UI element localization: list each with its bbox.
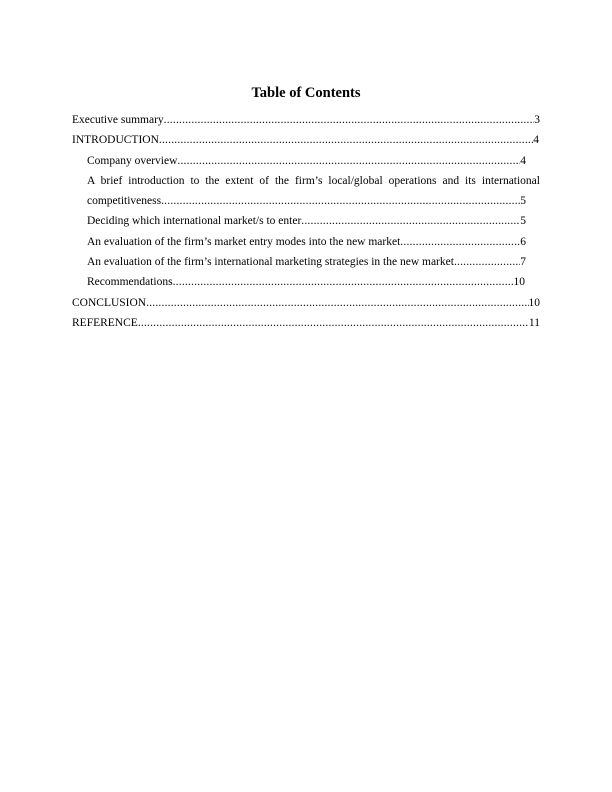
toc-entry-text: An evaluation of the firm’s market entry modes into the new market xyxy=(87,235,401,248)
toc-page-number: 4 xyxy=(533,134,539,147)
toc-page-number: 10 xyxy=(528,296,540,309)
toc-page-number: 5 xyxy=(520,215,526,228)
toc-entry-marketing-strategies[interactable] xyxy=(72,255,540,275)
toc-entry-text: Company overview xyxy=(87,154,178,167)
toc-entry-text: Executive summary xyxy=(72,114,164,126)
toc-entry-market-entry-modes[interactable] xyxy=(72,235,540,255)
toc-entry-text: An evaluation of the firm’s international marketing strategies in the new market xyxy=(87,256,454,269)
toc-leader-dots xyxy=(146,296,528,310)
toc-page-number: 10 xyxy=(513,276,525,289)
toc-leader-dots xyxy=(301,214,520,228)
toc-page-number: 5 xyxy=(520,195,526,208)
toc-leader-dots xyxy=(138,316,529,330)
toc-entry-text: CONCLUSION xyxy=(72,296,147,309)
toc-page-number: 7 xyxy=(520,256,526,269)
toc-entry-company-overview[interactable] xyxy=(72,154,540,174)
toc-entry-text: INTRODUCTION xyxy=(72,134,159,147)
toc-entry-firm-operations-line1[interactable]: A brief introduction to the extent of the firm’s local/global operations and its international xyxy=(87,174,540,187)
toc-leader-dots xyxy=(400,235,520,249)
toc-title: Table of Contents xyxy=(251,85,361,101)
table-of-contents xyxy=(72,113,540,336)
toc-entry-text: Recommendations xyxy=(87,276,173,289)
toc-entry-introduction[interactable] xyxy=(72,133,540,153)
toc-entry-recommendations[interactable] xyxy=(72,275,540,295)
toc-entry-firm-operations-line2[interactable] xyxy=(72,194,540,214)
toc-leader-dots xyxy=(164,113,535,127)
toc-entry-text: REFERENCE xyxy=(72,316,138,329)
toc-entry-reference[interactable] xyxy=(72,316,540,336)
toc-entry-text: Deciding which international market/s to enter xyxy=(87,215,302,228)
toc-leader-dots xyxy=(177,154,520,168)
toc-entry-text: competitiveness xyxy=(87,195,162,208)
toc-page-number: 3 xyxy=(534,114,540,126)
toc-leader-dots xyxy=(454,255,520,269)
toc-leader-dots xyxy=(173,275,514,289)
toc-entry-executive-summary[interactable] xyxy=(72,113,540,133)
toc-page-number: 11 xyxy=(528,316,540,329)
toc-entry-deciding-market[interactable] xyxy=(72,214,540,234)
toc-page-number: 4 xyxy=(520,154,526,167)
toc-leader-dots xyxy=(159,133,533,147)
toc-leader-dots xyxy=(161,194,520,208)
toc-entry-conclusion[interactable] xyxy=(72,296,540,316)
toc-page-number: 6 xyxy=(520,235,526,248)
